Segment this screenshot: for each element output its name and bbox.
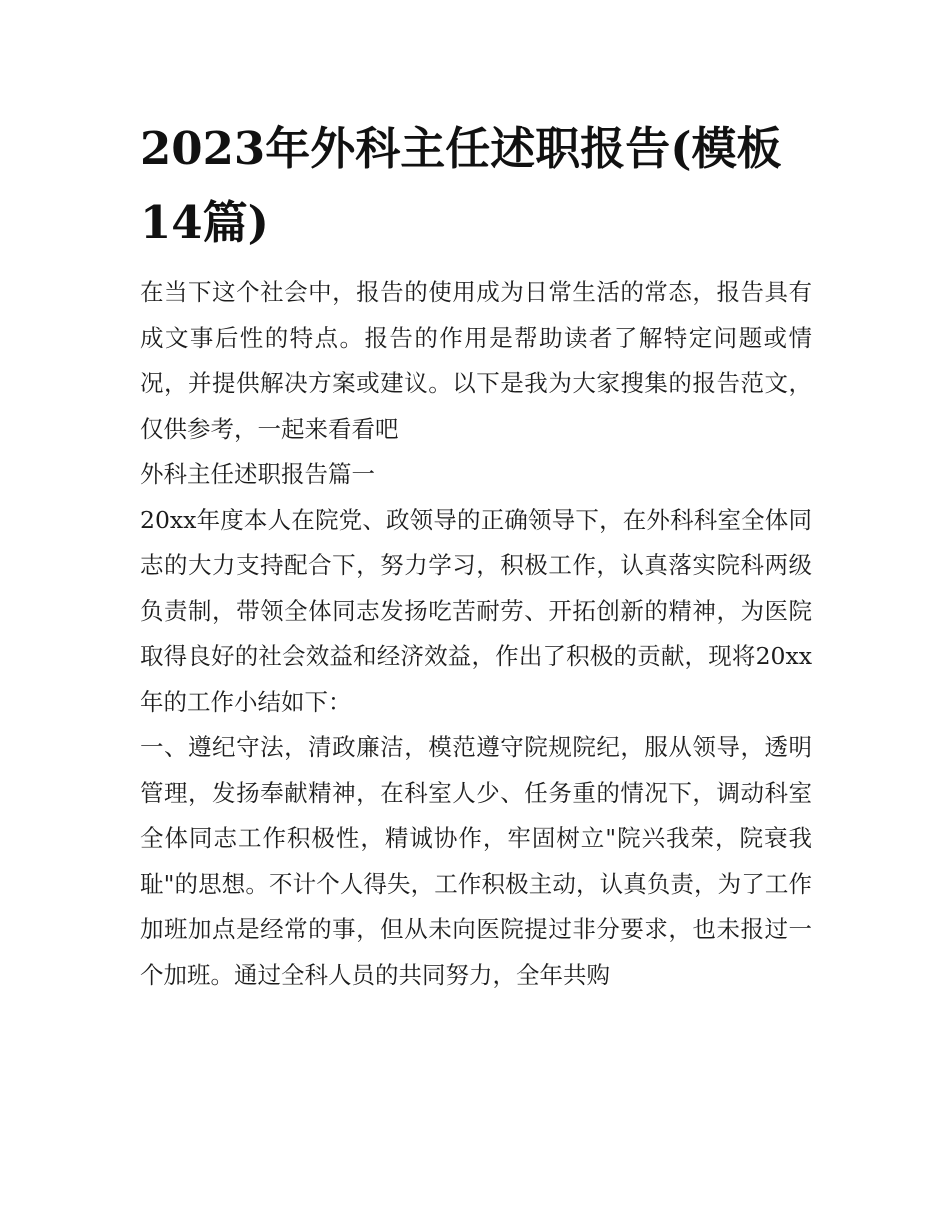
document-body: [140, 112, 812, 998]
section-heading: 外科主任述职报告篇一: [140, 460, 375, 488]
body-paragraph-1: 20xx年度本人在院党、政领导的正确领导下，在外科科室全体同志的大力支持配合下，努力学习，积极工作，认真落实院科两级负责制，带领全体同志发扬吃苦耐劳、开拓创新的精神，为医院取得良好的社会效益和经济效益，作出了积极的贡献，现将20xx年的工作小结如下：: [140, 505, 812, 716]
document-title: 2023年外科主任述职报告(模板14篇): [140, 122, 782, 249]
intro-paragraph: 在当下这个社会中，报告的使用成为日常生活的常态，报告具有成文事后性的特点。报告的作用是帮助读者了解特定问题或情况，并提供解决方案或建议。以下是我为大家搜集的报告范文，仅供参考，一起来看看吧: [140, 278, 812, 443]
body-paragraph-2: 一、遵纪守法，清政廉洁，模范遵守院规院纪，服从领导，透明管理，发扬奉献精神，在科室人少、任务重的情况下，调动科室全体同志工作积极性，精诚协作，牢固树立"院兴我荣，院衰我耻"的思想。不计个人得失，工作积极主动，认真负责，为了工作加班加点是经常的事，但从未向医院提过非分要求，也未报过一个加班。通过全科人员的共同努力，全年共购: [140, 733, 812, 989]
